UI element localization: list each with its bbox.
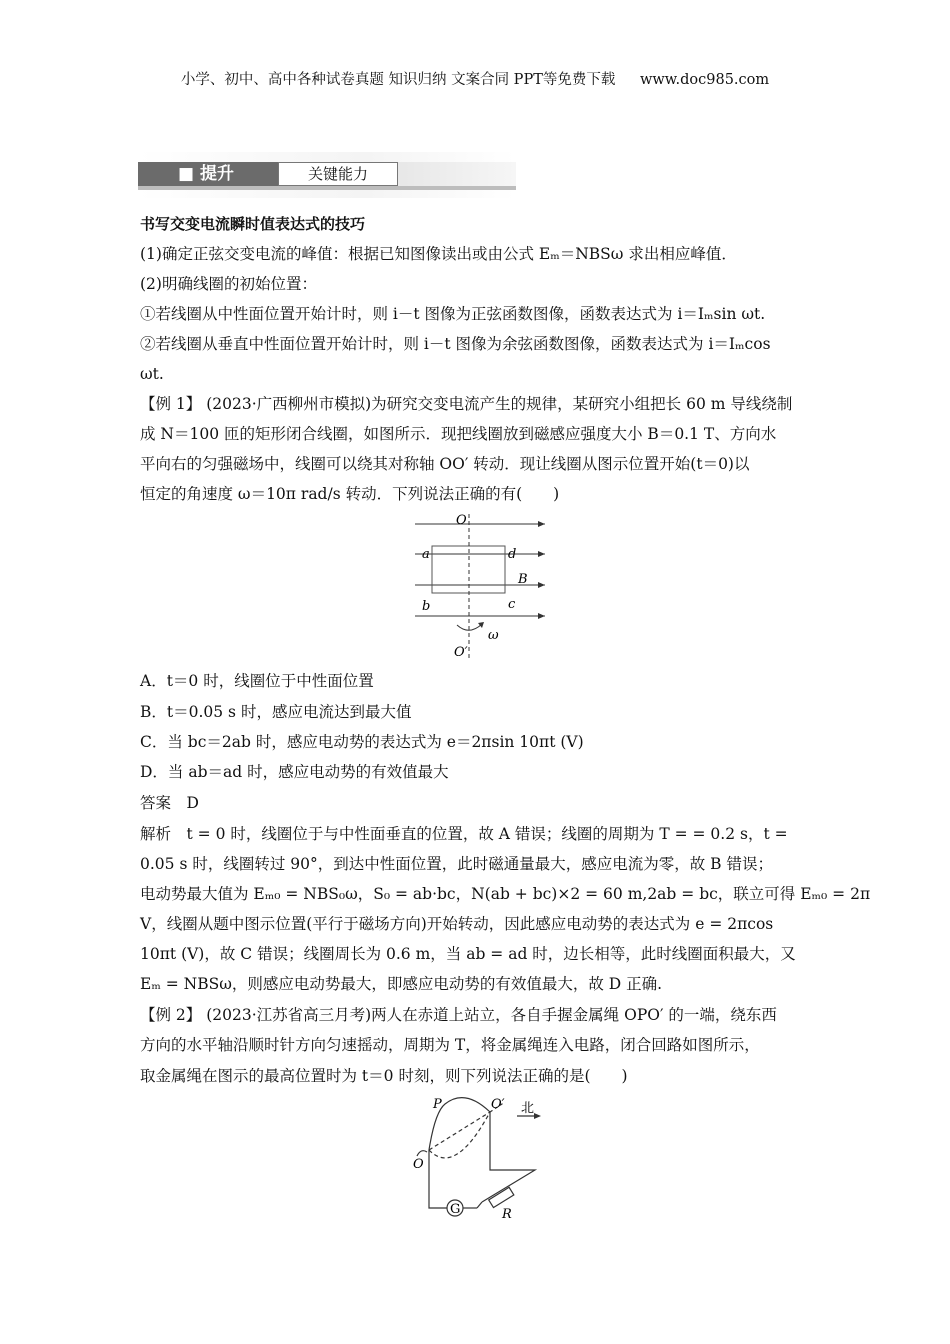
- label-R: R: [502, 1207, 512, 1222]
- tip-line: (1)确定正弦交变电流的峰值：根据已知图像读出或由公式 Eₘ＝NBSω 求出相应峰值．: [140, 245, 737, 263]
- analysis-line: Eₘ = NBSω，则感应电动势最大，即感应电动势的有效值最大，故 D 正确.: [140, 975, 663, 993]
- option-d: D．当 ab＝ad 时，感应电动势的有效值最大: [140, 763, 449, 781]
- example1-line: 平向右的匀强磁场中，线圈可以绕其对称轴 OO′ 转动．现让线圈从图示位置开始(t＝0)以: [140, 455, 750, 473]
- tip-line: ①若线圈从中性面位置开始计时，则 i－t 图像为正弦函数图像，函数表达式为 i＝Iₘsin ωt.: [140, 305, 766, 323]
- answer: 答案 D: [140, 794, 199, 812]
- header-url: www.doc985.com: [639, 72, 770, 88]
- section-banner: [138, 152, 516, 198]
- label-O-prime: O′: [491, 1097, 505, 1112]
- label-a: a: [422, 547, 430, 562]
- label-O: O: [456, 513, 467, 528]
- label-omega: ω: [488, 628, 499, 643]
- coil-in-field-figure: [410, 512, 550, 662]
- tip-line: ②若线圈从垂直中性面位置开始计时，则 i－t 图像为余弦函数图像，函数表达式为 i＝Iₘcos: [140, 335, 771, 353]
- banner-label: 关键能力: [278, 162, 398, 186]
- section-title: 书写交变电流瞬时值表达式的技巧: [140, 215, 366, 233]
- option-c: C．当 bc＝2ab 时，感应电动势的表达式为 e＝2πsin 10πt (V): [140, 733, 584, 751]
- example1-line: 成 N＝100 匝的矩形闭合线圈，如图所示．现把线圈放到磁感应强度大小 B＝0.1 T、方向水: [140, 425, 777, 443]
- analysis-line: 10πt (V)，故 C 错误；线圈周长为 0.6 m，当 ab = ad 时，边长相等，此时线圈面积最大，又: [140, 945, 796, 963]
- example2-line: 【例 2】 (2023·江苏省高三月考)两人在赤道上站立，各自手握金属绳 OPO′ 的一端，绕东西: [140, 1006, 777, 1024]
- banner-tag: ■ 提升: [138, 162, 278, 186]
- rope-circuit-figure: [405, 1092, 555, 1222]
- label-O: O: [413, 1157, 424, 1172]
- example1-line: 恒定的角速度 ω＝10π rad/s 转动．下列说法正确的有( ): [140, 485, 560, 503]
- header-text: 小学、初中、高中各种试卷真题 知识归纳 文案合同 PPT等免费下载: [180, 72, 616, 88]
- label-north: 北: [521, 1101, 535, 1116]
- option-b: B．t＝0.05 s 时，感应电流达到最大值: [140, 703, 412, 721]
- label-d: d: [508, 547, 517, 562]
- label-b: b: [422, 599, 431, 614]
- label-O-prime: O′: [454, 645, 468, 660]
- analysis-line: V，线圈从题中图示位置(平行于磁场方向)开始转动，因此感应电动势的表达式为 e = 2πcos: [140, 915, 774, 933]
- example2-line: 方向的水平轴沿顺时针方向匀速摇动，周期为 T，将金属绳连入电路，闭合回路如图所示，: [140, 1036, 760, 1054]
- analysis-line: 解析 t = 0 时，线圈位于与中性面垂直的位置，故 A 错误；线圈的周期为 T = = 0.2 s，t =: [140, 825, 788, 843]
- page-header: [0, 68, 950, 89]
- banner-underline: [138, 186, 516, 190]
- example1-line: 【例 1】 (2023·广西柳州市模拟)为研究交变电流产生的规律，某研究小组把长 60 m 导线绕制: [140, 395, 793, 413]
- tip-line: ωt.: [140, 365, 164, 383]
- analysis-line: 电动势最大值为 Eₘ₀ = NBS₀ω，S₀ = ab·bc，N(ab + bc)×2 = 60 m,2ab = bc，联立可得 Eₘ₀ = 2π: [140, 885, 871, 903]
- label-c: c: [508, 597, 516, 612]
- example2-line: 取金属绳在图示的最高位置时为 t＝0 时刻，则下列说法正确的是( ): [140, 1067, 628, 1085]
- label-galvanometer: G: [450, 1202, 461, 1217]
- banner-tag-text: 提升: [199, 164, 234, 184]
- label-B: B: [518, 572, 528, 587]
- label-P: P: [433, 1097, 442, 1112]
- analysis-line: 0.05 s 时，线圈转过 90°，到达中性面位置，此时磁通量最大，感应电流为零，故 B 错误；: [140, 855, 773, 873]
- option-a: A．t＝0 时，线圈位于中性面位置: [140, 672, 374, 690]
- tip-line: (2)明确线圈的初始位置：: [140, 275, 317, 293]
